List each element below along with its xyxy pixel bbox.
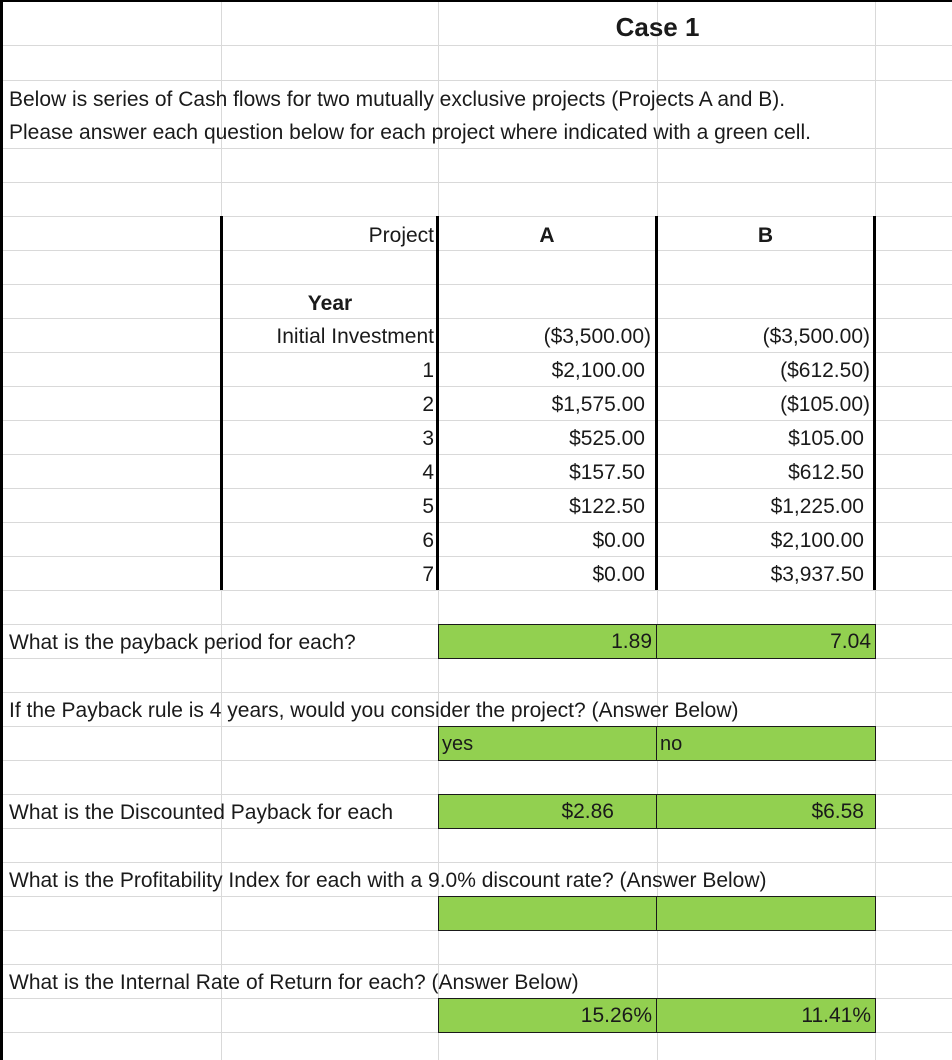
payback-rule-question: If the Payback rule is 4 years, would you consider the project? (Answer Below)	[9, 699, 739, 722]
table-cell-b: ($3,500.00)	[762, 325, 870, 348]
table-border-left	[220, 216, 223, 590]
sheet-top-border	[0, 0, 952, 2]
project-header-label: Project	[368, 224, 434, 247]
irr-answer-a-cell[interactable]	[438, 998, 657, 1033]
gridline	[0, 284, 952, 285]
payback-rule-answer-a-cell[interactable]	[438, 726, 657, 761]
table-row-label: 2	[422, 393, 434, 416]
discounted-payback-answer-b-cell[interactable]	[656, 794, 876, 829]
table-row-label: 6	[422, 529, 434, 552]
table-cell-a: $1,575.00	[551, 393, 645, 416]
irr-answer-b-cell[interactable]	[656, 998, 876, 1033]
gridline	[0, 216, 952, 217]
payback-rule-answer-b-cell[interactable]	[656, 726, 876, 761]
table-cell-b: ($105.00)	[780, 393, 870, 416]
table-cell-b: ($612.50)	[780, 359, 870, 382]
sheet-left-border	[0, 0, 3, 1060]
payback-answer-a-cell[interactable]	[438, 624, 657, 659]
irr-answer-a: 15.26%	[580, 1004, 652, 1027]
payback-question: What is the payback period for each?	[9, 631, 356, 654]
gridline	[0, 182, 952, 183]
payback-rule-answer-b: no	[660, 733, 683, 755]
project-b-header: B	[757, 224, 774, 247]
page-title: Case 1	[615, 12, 700, 42]
gridline	[0, 692, 952, 693]
project-a-header: A	[539, 224, 555, 247]
intro-line-2: Please answer each question below for each project where indicated with a green cell.	[9, 121, 811, 144]
table-cell-a: $525.00	[569, 427, 645, 450]
year-header: Year	[307, 292, 353, 315]
table-border-right	[873, 216, 876, 590]
table-cell-a: $122.50	[569, 495, 645, 518]
table-row-label: 4	[422, 461, 434, 484]
table-cell-a: $2,100.00	[551, 359, 645, 382]
table-cell-b: $2,100.00	[770, 529, 864, 552]
payback-answer-b-cell[interactable]	[656, 624, 876, 659]
table-row-label: 7	[422, 563, 434, 586]
table-cell-b: $3,937.50	[770, 563, 864, 586]
payback-rule-answer-a: yes	[442, 733, 474, 755]
irr-question: What is the Internal Rate of Return for each? (Answer Below)	[9, 971, 579, 994]
payback-answer-b: 7.04	[830, 630, 871, 653]
table-cell-a: ($3,500.00)	[543, 325, 651, 348]
discounted-payback-question: What is the Discounted Payback for each	[9, 801, 394, 824]
gridline	[0, 964, 952, 965]
irr-answer-b: 11.41%	[801, 1004, 871, 1027]
discounted-payback-answer-a: $2.86	[561, 800, 614, 823]
table-cell-a: $0.00	[592, 529, 645, 552]
table-cell-a: $0.00	[592, 563, 645, 586]
profitability-index-answer-b-cell[interactable]	[656, 896, 876, 931]
table-row-label: 1	[422, 359, 434, 382]
gridline	[0, 45, 952, 46]
table-row-label: 3	[422, 427, 434, 450]
gridline	[0, 80, 952, 81]
profitability-index-answer-a-cell[interactable]	[438, 896, 657, 931]
table-row-label: 5	[422, 495, 434, 518]
intro-line-1: Below is series of Cash flows for two mutually exclusive projects (Projects A and B).	[9, 88, 786, 111]
table-cell-b: $1,225.00	[770, 495, 864, 518]
table-cell-b: $105.00	[788, 427, 864, 450]
gridline	[0, 862, 952, 863]
gridline	[0, 318, 952, 319]
table-cell-a: $157.50	[569, 461, 645, 484]
table-cell-b: $612.50	[788, 461, 864, 484]
payback-answer-a: 1.89	[611, 630, 652, 653]
profitability-index-question: What is the Profitability Index for each with a 9.0% discount rate? (Answer Below)	[9, 869, 767, 892]
discounted-payback-answer-a-cell[interactable]	[438, 794, 657, 829]
discounted-payback-answer-b: $6.58	[811, 800, 864, 823]
table-row-label: Initial Investment	[276, 325, 434, 348]
